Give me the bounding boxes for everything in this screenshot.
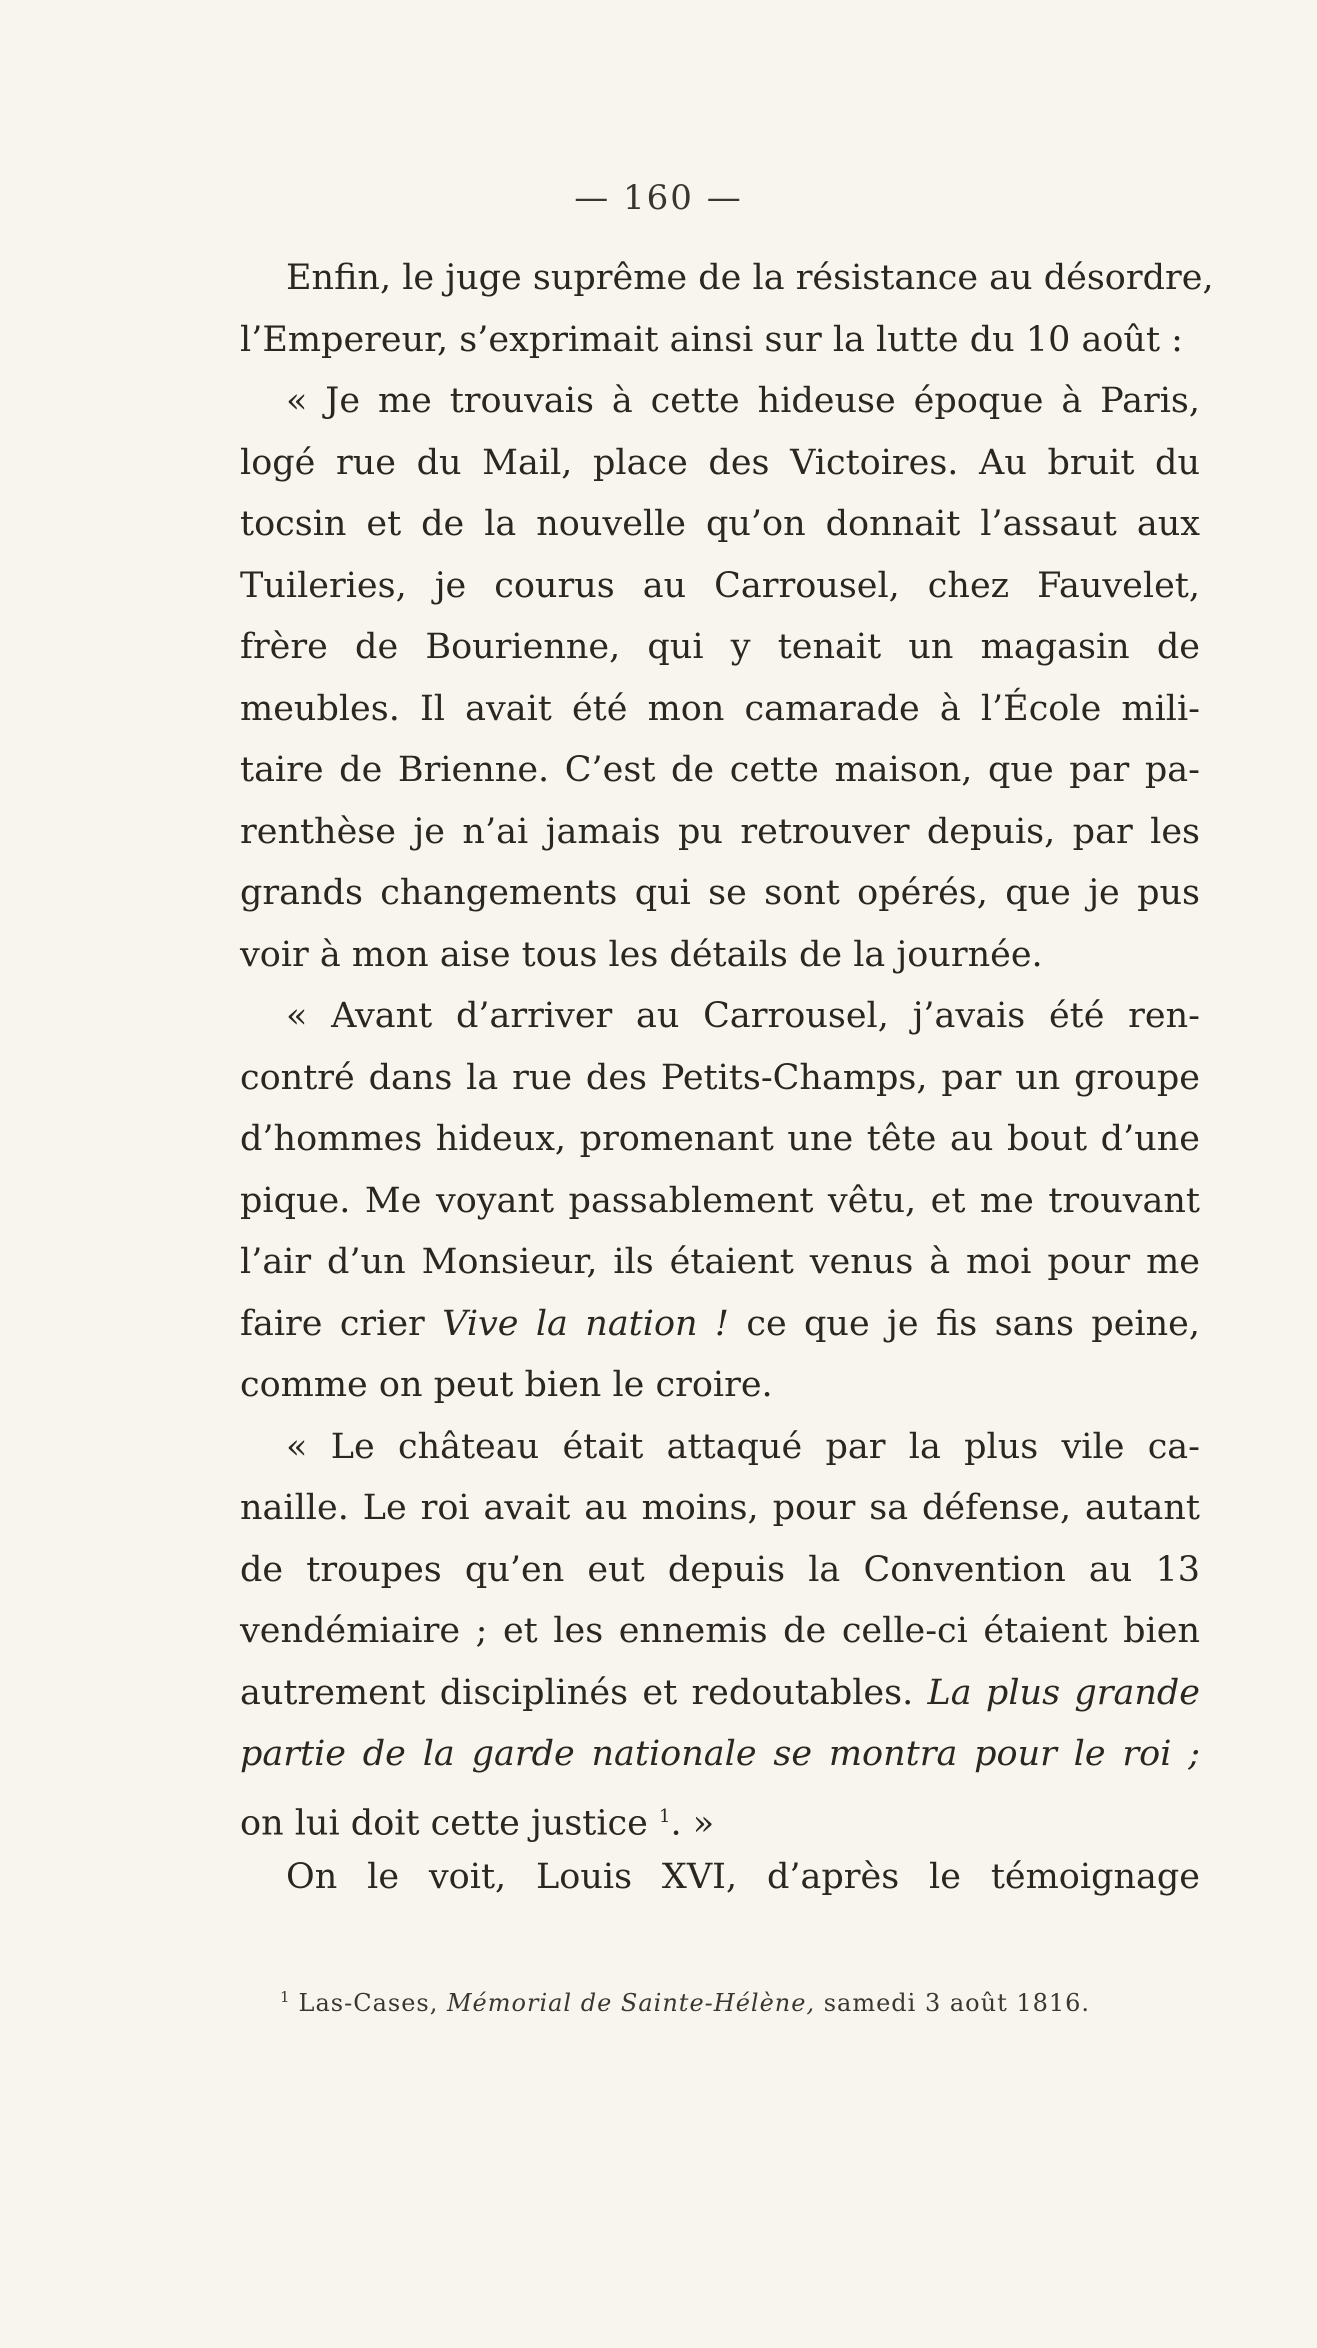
footnote: [280, 1988, 1180, 2017]
text-run: on lui doit cette justice: [240, 1803, 648, 1844]
text-line: [240, 1294, 1200, 1356]
text-line: frère de Bourienne, qui y tenait un magasin de: [240, 627, 1200, 667]
text-line: [240, 1724, 1200, 1786]
text-line: meubles. Il avait été mon camarade à l’École mili-: [240, 688, 1200, 729]
text-line: vendémiaire ; et les ennemis de celle-ci étaient bien: [240, 1611, 1200, 1651]
text-line: On le voit, Louis XVI, d’après le témoignage: [286, 1857, 1200, 1897]
text-run: faire crier: [240, 1303, 443, 1344]
footnote-reference[interactable]: 1: [659, 1805, 671, 1827]
text-run: . »: [670, 1803, 715, 1844]
italic-run: partie de la garde nationale se montra pour le roi ;: [240, 1734, 1200, 1774]
footnote-mark: 1: [280, 1988, 291, 2006]
text-line: [240, 1663, 1200, 1725]
italic-run: La plus grande: [927, 1672, 1200, 1713]
footnote-text: Las-Cases,: [298, 1989, 447, 2017]
text-line: « Je me trouvais à cette hideuse époque à Paris,: [286, 381, 1200, 421]
text-line: l’air d’un Monsieur, ils étaient venus à moi pour me: [240, 1242, 1200, 1282]
page-number: — 160 —: [574, 178, 743, 218]
footnote-text: samedi 3 août 1816.: [815, 1989, 1091, 2017]
text-line: « Avant d’arriver au Carrousel, j’avais été ren-: [286, 996, 1200, 1036]
text-line: naille. Le roi avait au moins, pour sa défense, autant: [240, 1488, 1200, 1528]
text-line: pique. Me voyant passablement vêtu, et me trouvant: [240, 1180, 1200, 1221]
text-line: de troupes qu’en eut depuis la Convention au 13: [240, 1549, 1200, 1590]
text-line: l’Empereur, s’exprimait ainsi sur la lutte du 10 août :: [240, 319, 1183, 360]
text-run: ce que je fis sans peine,: [728, 1303, 1201, 1344]
text-line: [240, 1786, 1200, 1848]
text-line: d’hommes hideux, promenant une tête au bout d’une: [240, 1119, 1200, 1159]
text-line: Enfin, le juge suprême de la résistance au désordre,: [286, 258, 1214, 298]
italic-run: Vive la nation !: [442, 1303, 729, 1344]
body-text: [240, 248, 1214, 1909]
text-line: renthèse je n’ai jamais pu retrouver depuis, par les: [240, 811, 1200, 852]
text-line: grands changements qui se sont opérés, que je pus: [240, 873, 1200, 913]
footnote-title: Mémorial de Sainte-Hélène,: [446, 1989, 816, 2017]
text-line: contré dans la rue des Petits-Champs, par un groupe: [240, 1057, 1200, 1098]
text-line: voir à mon aise tous les détails de la journée.: [240, 934, 1043, 975]
text-line: taire de Brienne. C’est de cette maison, que par pa-: [240, 750, 1200, 790]
text-run: autrement disciplinés et redoutables.: [240, 1672, 928, 1713]
text-line: comme on peut bien le croire.: [240, 1365, 773, 1405]
text-line: Tuileries, je courus au Carrousel, chez Fauvelet,: [240, 565, 1200, 606]
text-line: tocsin et de la nouvelle qu’on donnait l’assaut aux: [240, 504, 1200, 544]
text-line: « Le château était attaqué par la plus vile ca-: [286, 1426, 1200, 1467]
text-line: logé rue du Mail, place des Victoires. Au bruit du: [240, 442, 1200, 483]
